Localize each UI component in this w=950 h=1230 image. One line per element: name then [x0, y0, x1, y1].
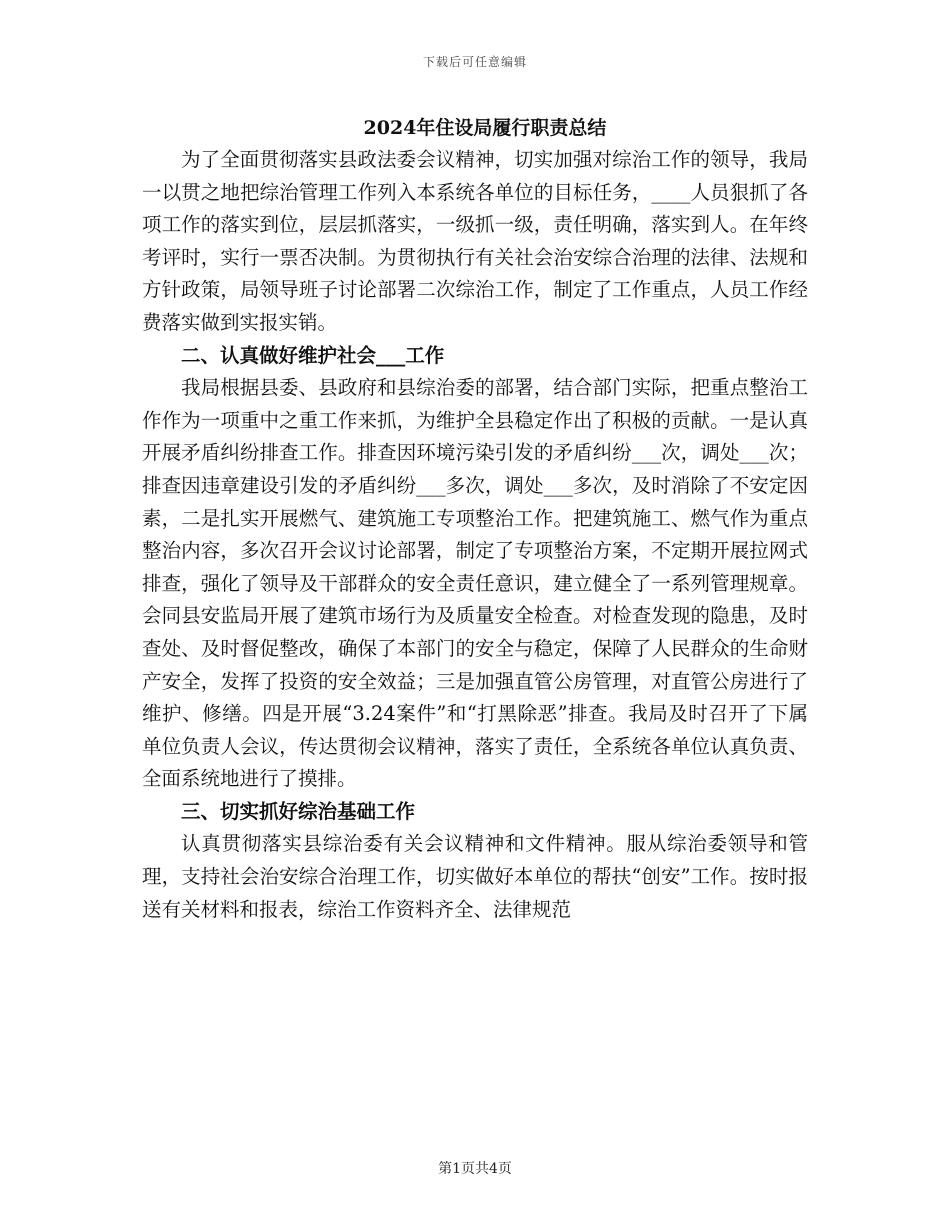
document-title: 2024年住设局履行职责总结	[363, 117, 607, 139]
paragraph-section-2: 我局根据县委、县政府和县综治委的部署，结合部门实际，把重点整治工作作为一项重中之重工作来抓，为维护全县稳定作出了积极的贡献。一是认真开展矛盾纠纷排查工作。排查因环境污染引发的矛盾纠纷___次，调处___次；排查因违章建设引发的矛盾纠纷___多次，调处___多次，及时消除了不安定因素，二是扎实开展燃气、建筑施工专项整治工作。把建筑施工、燃气作为重点整治内容，多次召开会议讨论部署，制定了专项整治方案，不定期开展拉网式排查，强化了领导及干部群众的安全责任意识，建立健全了一系列管理规章。会同县安监局开展了建筑市场行为及质量安全检查。对检查发现的隐患，及时查处、及时督促整改，确保了本部门的安全与稳定，保障了人民群众的生命财产安全，发挥了投资的安全效益；三是加强直管公房管理，对直管公房进行了维护、修缮。四是开展“3.24案件”和“打黑除恶”排查。我局及时召开了下属单位负责人会议，传达贯彻会议精神，落实了责任，全系统各单位认真负责、全面系统地进行了摸排。	[142, 376, 808, 791]
section-heading-3: 三、切实抓好综治基础工作	[181, 799, 416, 823]
paragraph-section-3: 认真贯彻落实县综治委有关会议精神和文件精神。服从综治委领导和管理，支持社会治安综合治理工作，切实做好本单位的帮扶“创安”工作。按时报送有关材料和报表，综治工作资料齐全、法律规范	[142, 832, 808, 921]
section-heading-2: 二、认真做好维护社会___工作	[181, 343, 445, 367]
page-number: 第1页共4页	[438, 1161, 512, 1177]
document-body	[142, 112, 808, 926]
page-header-note: 下载后可任意编辑	[422, 55, 527, 69]
paragraph-intro: 为了全面贯彻落实县政法委会议精神，切实加强对综治工作的领导，我局一以贯之地把综治管理工作列入本系统各单位的目标任务，____人员狠抓了各项工作的落实到位，层层抓落实，一级抓一级，责任明确，落实到人。在年终考评时，实行一票否决制。为贯彻执行有关社会治安综合治理的法律、法规和方针政策，局领导班子讨论部署二次综治工作，制定了工作重点，人员工作经费落实做到实报实销。	[142, 148, 808, 334]
